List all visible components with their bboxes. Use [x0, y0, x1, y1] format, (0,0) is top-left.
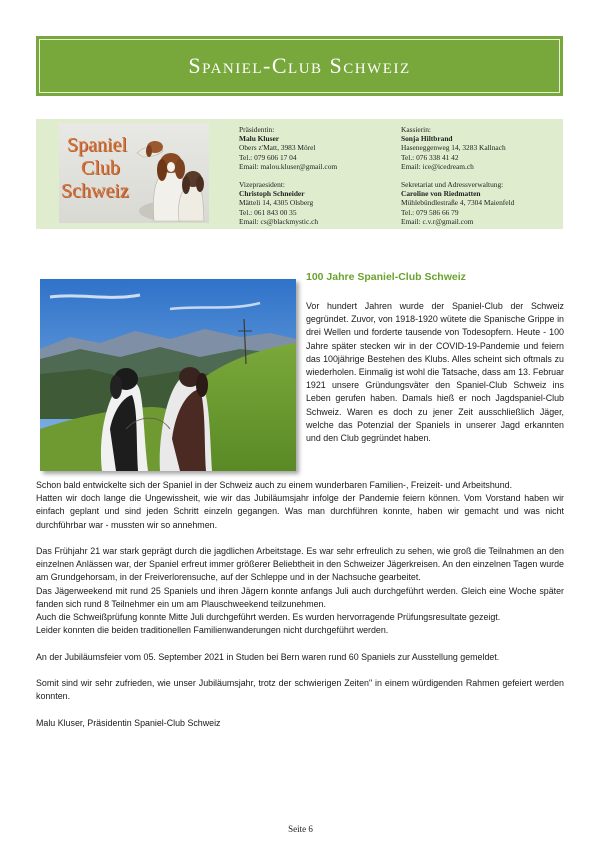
logo-text-line3: Schweiz [61, 180, 129, 202]
club-logo [59, 123, 209, 223]
paragraph-1: Schon bald entwickelte sich der Spaniel in der Schweiz auch zu einem wunderbaren Familien-, Freizeit- und Arbeitshund. [36, 480, 513, 490]
contact-address: Mühlebündlestraße 4, 7304 Maienfeld [401, 198, 515, 208]
contact-address: Haseneggenweg 14, 3283 Kallnach [401, 143, 506, 153]
article-body [36, 479, 564, 730]
contact-name: Caroline von Riedmatten [401, 189, 481, 199]
contact-email: Email: cs@blackmystic.ch [239, 216, 319, 226]
contact-email: Email: malou.kluser@gmail.com [239, 161, 338, 171]
header-banner [36, 36, 563, 96]
contact-role: Sekretariat und Adressverwaltung: [401, 180, 504, 190]
intro-paragraph: Vor hundert Jahren wurde der Spaniel-Club der Schweiz gegründet. Zuvor, von 1918-1920 wütete die Spanische Grippe in drei Wellen und forderte tausende von Todesopfern. Heute - 100 Jahre später stecken wir in der COVID-19-Pandemie und feiern das 100jährige Bestehen des Klubs. Alles scheint sich oftmals zu wiederholen. Einmalig ist wohl die Tatsache, dass am 13. Februar 1921 unsere Gründungsväter den Spaniel-Club Schweiz ins Leben gerufen haben. Damals hieß er noch Jagdspaniel-Club Schweiz. Waren es doch zu jener Zeit ausschließlich Jäger, welche das Potenzial der Spaniels in unserer Jagd erkannten und den Club gegründet haben. [306, 301, 564, 444]
paragraph-7: An der Jubiläumsfeier vom 05. September 2021 in Studen bei Bern waren rund 60 Spaniels zur Ausstellung gemeldet. [36, 651, 500, 662]
contact-role: Kassierin: [401, 125, 431, 134]
article-photo [40, 279, 296, 471]
contact-role: Präsidentin: [239, 125, 275, 134]
contact-address: Mätteli 14, 4305 Olsberg [239, 198, 314, 208]
contact-email: Email: c.v.r@gmail.com [401, 216, 474, 226]
logo-text-line2: Club [81, 157, 120, 179]
contact-role: Vizepraesident: [239, 180, 285, 190]
signature: Malu Kluser, Präsidentin Spaniel-Club Schweiz [36, 717, 221, 728]
contact-phone: Tel.: 076 338 41 42 [401, 152, 459, 162]
page-title: Spaniel-Club Schweiz [188, 53, 411, 78]
article-intro [306, 300, 564, 445]
paragraph-4: Das Jägerweekend mit rund 25 Spaniels und ihren Jägern konnte anfangs Juli auch durchgeführt werden. Gleich eine Woche später fanden sich rund 8 Teilnehmer ein um am Plauschweekend teilzunehmen. [36, 585, 564, 609]
page-number: Seite 6 [288, 824, 313, 834]
contact-column-right [401, 125, 561, 226]
contact-phone: Tel.: 061 843 00 35 [239, 207, 297, 217]
paragraph-3: Das Frühjahr 21 war stark geprägt durch die jagdlichen Arbeitstage. Es war sehr erfreulich zu sehen, wie groß die Teilnahmen an den einzelnen Anlässen war, der Spaniel erfreut immer größerer Beliebtheit in den Schweizer Jägerkreisen. An den einzelnen Tagen wurde am Grundgehorsam, in der Freiverlorensuche, auf der Schleppe und in der Nachsuche gearbeitet. [36, 546, 564, 583]
paragraph-2: Hatten wir doch lange die Ungewissheit, wie wir das Jubiläumsjahr infolge der Pandemie feiern können. Vom Vorstand haben wir einfach geplant und sind jeden Schritt einzeln gegangen. Was man durchführen konnte, haben wir gemacht und was nicht durchführbar war - mussten wir so annehmen. [36, 493, 564, 530]
contact-name: Malu Kluser [239, 134, 280, 144]
paragraph-8: Somit sind wir sehr zufrieden, wie unser Jubiläumsjahr, trotz der schwierigen Zeiten" in einem würdigenden Rahmen gefeiert werden konnten. [36, 678, 564, 702]
logo-text-line1: Spaniel [67, 134, 127, 156]
contact-email: Email: ice@icedream.ch [401, 161, 474, 171]
contact-box [36, 119, 563, 229]
paragraph-6: Leider konnten die beiden traditionellen Familienwanderungen nicht durchgeführt werden. [36, 625, 389, 636]
contact-phone: Tel.: 079 586 66 79 [401, 207, 459, 217]
photo-dogs-on-mountain [40, 279, 296, 471]
contact-name: Christoph Schneider [239, 189, 305, 199]
contact-address: Obers z'Matt, 3983 Mörel [239, 143, 316, 153]
contact-phone: Tel.: 079 606 17 04 [239, 152, 297, 162]
paragraph-5: Auch die Schweißprüfung konnte Mitte Juli durchgeführt werden. Es wurden hervorragende Prüfungsresultate gezeigt. [36, 612, 501, 623]
article-title: 100 Jahre Spaniel-Club Schweiz [306, 271, 466, 283]
contact-name: Sonja Hiltbrand [401, 134, 453, 144]
contact-column-left [239, 125, 397, 226]
header-banner-frame [39, 39, 560, 93]
